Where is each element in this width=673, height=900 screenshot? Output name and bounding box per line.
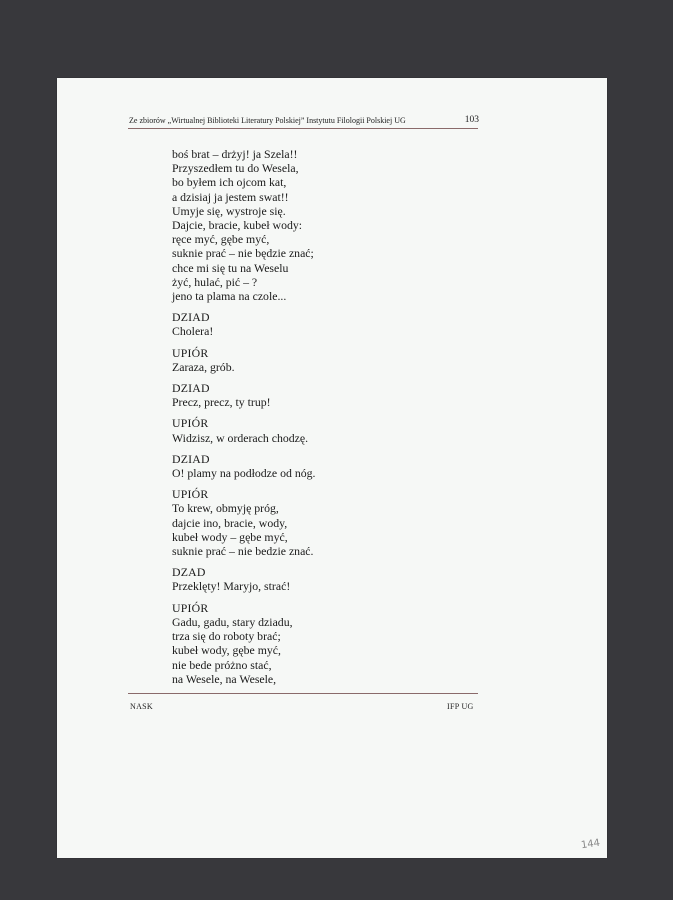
dialogue-block [172, 601, 472, 686]
verse-line: ręce myć, gębe myć, [172, 232, 270, 247]
verse-line: Widzisz, w orderach chodzę. [172, 430, 309, 445]
verse-line: dajcie ino, bracie, wody, [172, 515, 288, 530]
verse-line: Dajcie, bracie, kubeł wody: [172, 218, 303, 233]
page-number: 103 [464, 115, 479, 125]
verse-line: O! plamy na podłodze od nóg. [172, 466, 316, 481]
verse-line: chce mi się tu na Weselu [172, 260, 289, 275]
speaker-name: UPIÓR [172, 487, 209, 502]
speaker-name: DZIAD [172, 451, 210, 466]
verse-line: Precz, precz, ty trup! [172, 395, 271, 410]
dialogue-block [172, 147, 472, 303]
speaker-name: UPIÓR [172, 416, 209, 431]
verse-line: Gadu, gadu, stary dziadu, [172, 614, 293, 629]
footer-right: IFP UG [447, 702, 474, 711]
verse-line: żyć, hulać, pić – ? [172, 274, 258, 289]
verse-body [172, 147, 472, 693]
verse-line: na Wesele, na Wesele, [172, 671, 277, 686]
verse-line: jeno ta plama na czole... [172, 289, 287, 304]
header-rule [128, 128, 478, 129]
verse-line: Umyje się, wystroje się. [172, 203, 286, 218]
verse-line: Przyszedłem tu do Wesela, [172, 161, 299, 176]
document-page [57, 78, 607, 858]
verse-line: bo byłem ich ojcom kat, [172, 175, 287, 190]
verse-line: nie bede próżno stać, [172, 657, 272, 672]
footer-left: NASK [130, 702, 153, 711]
verse-line: suknie prać – nie będzie znać; [172, 246, 314, 261]
dialogue-block [172, 310, 472, 338]
speaker-name: DZIAD [172, 310, 210, 325]
footer-rule [128, 693, 478, 694]
dialogue-block [172, 452, 472, 480]
header-runner: Ze zbiorów „Wirtualnej Biblioteki Literatury Polskiej” Instytutu Filologii Polskiej UG [129, 116, 406, 125]
pencil-annotation: 144 [580, 837, 601, 852]
verse-line: Przeklęty! Maryjo, strać! [172, 579, 291, 594]
verse-line: boś brat – drżyj! ja Szela!! [172, 147, 298, 161]
dialogue-block [172, 416, 472, 444]
speaker-name: DZIAD [172, 381, 210, 396]
verse-line: a dzisiaj ja jestem swat!! [172, 189, 289, 204]
speaker-name: UPIÓR [172, 600, 209, 615]
speaker-name: DZAD [172, 565, 206, 580]
verse-line: Zaraza, grób. [172, 359, 235, 374]
verse-line: kubeł wody, gębe myć, [172, 643, 281, 658]
dialogue-block [172, 487, 472, 558]
page-header [129, 116, 479, 125]
verse-line: Cholera! [172, 324, 214, 339]
dialogue-block [172, 565, 472, 593]
verse-line: To krew, obmyję próg, [172, 501, 279, 516]
verse-line: kubeł wody – gębe myć, [172, 529, 288, 544]
dialogue-block [172, 381, 472, 409]
dialogue-block [172, 346, 472, 374]
verse-line: trza się do roboty brać; [172, 629, 281, 644]
speaker-name: UPIÓR [172, 345, 209, 360]
verse-line: suknie prać – nie bedzie znać. [172, 544, 314, 559]
